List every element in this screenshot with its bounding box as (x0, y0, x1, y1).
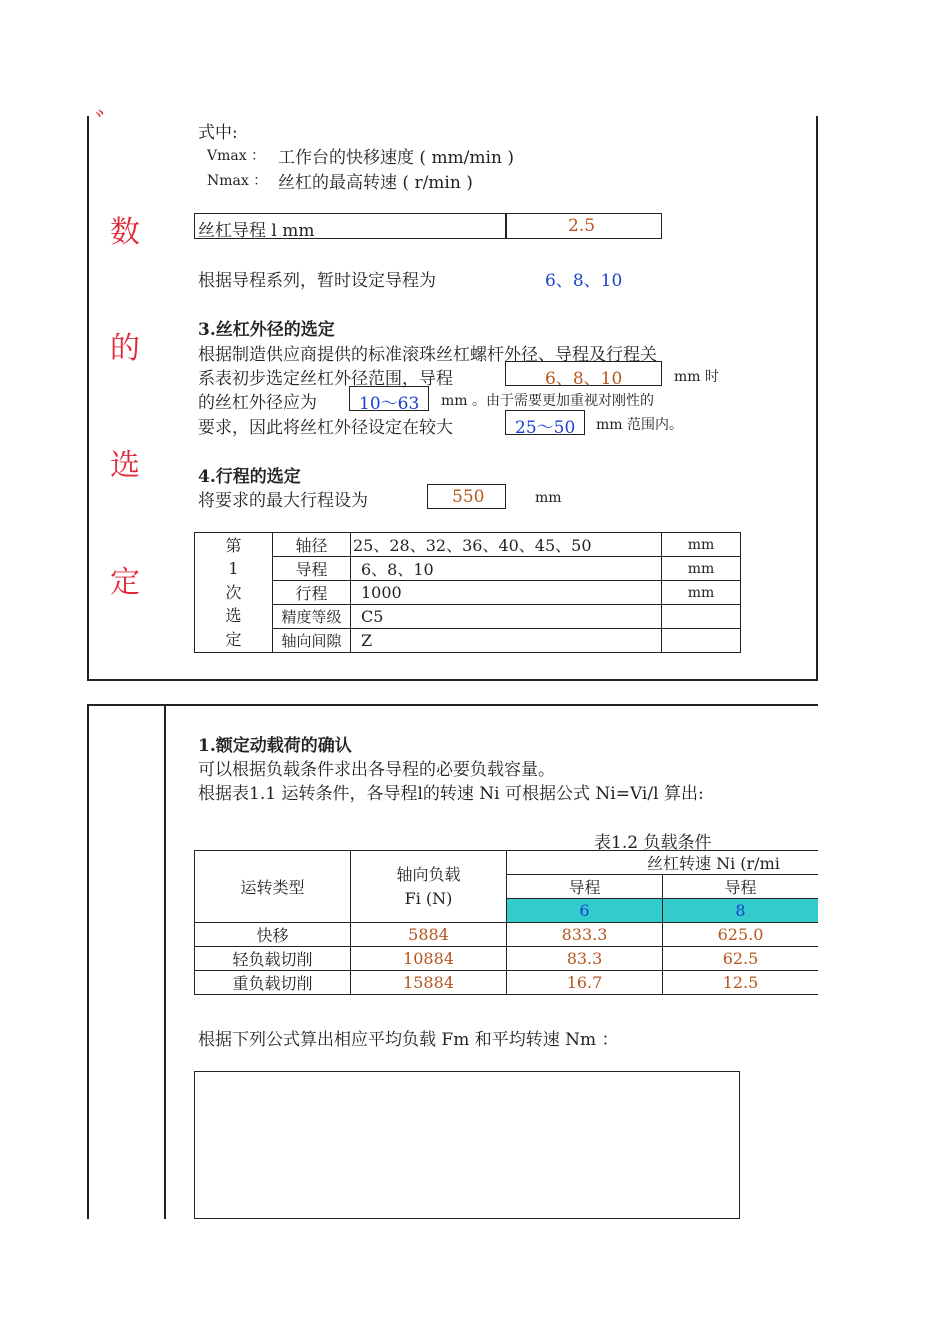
side-char-partial: ﾞ (95, 108, 110, 143)
row-speed-a: 83.3 (507, 947, 663, 971)
diameter-line-2: 系表初步选定丝杠外径范围，导程 (198, 369, 453, 389)
nmax-label: Nmax ： (207, 173, 268, 189)
row-type: 轻负载切削 (195, 947, 351, 971)
row-load: 15884 (351, 971, 507, 995)
col-load-title: 轴向负载 (396, 864, 461, 884)
stroke-unit: mm (535, 490, 562, 506)
side-label-char: 1 (228, 559, 239, 579)
table-cell-unit (662, 629, 741, 653)
row-type: 快移 (195, 923, 351, 947)
col-lead-b-header: 导程 (663, 875, 819, 899)
col-lead-a-header: 导程 (507, 875, 663, 899)
frame2-top-border (87, 704, 818, 706)
diameter-line-2-unit: mm 时 (674, 369, 720, 385)
first-selection-side-label (195, 533, 273, 653)
col-load-header (351, 851, 507, 923)
table-caption: 表1.2 负载条件 (594, 833, 712, 853)
frame-bottom-border (87, 679, 818, 681)
mean-load-text: 根据下列公式算出相应平均负载 Fm 和平均转速 Nm ： (198, 1030, 619, 1050)
row-speed-b: 625.0 (663, 923, 819, 947)
first-selection-table (194, 532, 741, 653)
nmax-description: 丝杠的最高转速 ( r/min ) (278, 173, 473, 193)
table-cell-value: 6、8、10 (351, 557, 662, 581)
load-heading: 1.额定动载荷的确认 (198, 736, 352, 756)
row-speed-b: 62.5 (663, 947, 819, 971)
col-load-sub: Fi (N) (404, 888, 453, 908)
stroke-value: 550 (452, 487, 485, 507)
side-label-char: 定 (225, 629, 242, 649)
table-cell-unit: mm (662, 581, 741, 605)
table-cell-name: 行程 (273, 581, 351, 605)
lead-series-text: 根据导程系列，暂时设定导程为 (198, 271, 436, 291)
row-speed-a: 833.3 (507, 923, 663, 947)
lead-box-label: 丝杠导程 l mm (198, 221, 315, 241)
stroke-text: 将要求的最大行程设为 (198, 491, 368, 511)
diameter-heading: 3.丝杠外径的选定 (198, 320, 335, 340)
load-table (194, 850, 818, 995)
lead-box-value: 2.5 (568, 216, 596, 236)
col-type-header: 运转类型 (195, 851, 351, 923)
table-cell-value: Z (351, 629, 662, 653)
row-load: 5884 (351, 923, 507, 947)
frame2-left-border (87, 704, 89, 1219)
load-line-2: 根据表1.1 运转条件，各导程l的转速 Ni 可根据公式 Ni=Vi/l 算出: (198, 784, 704, 804)
load-line-1: 可以根据负载条件求出各导程的必要负载容量。 (198, 760, 555, 780)
table-cell-name: 轴向间隙 (273, 629, 351, 653)
table-cell-name: 精度等级 (273, 605, 351, 629)
vmax-label: Vmax ： (207, 148, 266, 164)
table-cell-name: 导程 (273, 557, 351, 581)
table-cell-value: 1000 (351, 581, 662, 605)
lead-b-value: 8 (663, 899, 819, 923)
side-label-char: 第 (225, 535, 242, 555)
table-cell-unit: mm (662, 557, 741, 581)
table-cell-unit: mm (662, 533, 741, 557)
diameter-line-3b: mm 。由于需要更加重视对刚性的 (441, 393, 655, 409)
stroke-heading: 4.行程的选定 (198, 467, 301, 487)
side-label-char: 选 (225, 606, 242, 626)
side-char-1: 数 (110, 215, 140, 250)
diameter-line-4a: 要求，因此将丝杠外径设定在较大 (198, 418, 453, 438)
row-type: 重负载切削 (195, 971, 351, 995)
diameter-lead-value: 6、8、10 (545, 369, 623, 389)
vmax-description: 工作台的快移速度 ( mm/min ) (278, 148, 514, 168)
row-speed-b: 12.5 (663, 971, 819, 995)
frame2-inner-border (164, 704, 166, 1219)
col-speed-header: 丝杠转速 Ni (r/mi (507, 851, 819, 875)
diameter-line-4b: mm 范围内。 (596, 417, 684, 433)
side-label-char: 次 (225, 582, 242, 602)
frame-right-border (816, 116, 818, 681)
load-table-clip (194, 850, 818, 1000)
table-cell-name: 轴径 (273, 533, 351, 557)
table-cell-unit (662, 605, 741, 629)
table-cell-value: C5 (351, 605, 662, 629)
frame-left-border (87, 116, 89, 681)
side-char-3: 选 (110, 448, 140, 483)
row-load: 10884 (351, 947, 507, 971)
diameter-range-1: 10～63 (359, 394, 420, 414)
formula-intro: 式中: (198, 123, 238, 143)
side-char-2: 的 (110, 331, 140, 366)
table-cell-value: 25、28、32、36、40、45、50 (351, 533, 662, 557)
diameter-line-3a: 的丝杠外径应为 (198, 393, 317, 413)
formula-box (194, 1071, 740, 1219)
lead-box-divider (505, 213, 507, 239)
lead-series-value: 6、8、10 (545, 271, 623, 291)
diameter-range-2: 25～50 (515, 418, 576, 438)
row-speed-a: 16.7 (507, 971, 663, 995)
side-char-4: 定 (110, 565, 140, 600)
diameter-line-1: 根据制造供应商提供的标准滚珠丝杠螺杆外径、导程及行程关 (198, 345, 657, 365)
lead-a-value: 6 (507, 899, 663, 923)
